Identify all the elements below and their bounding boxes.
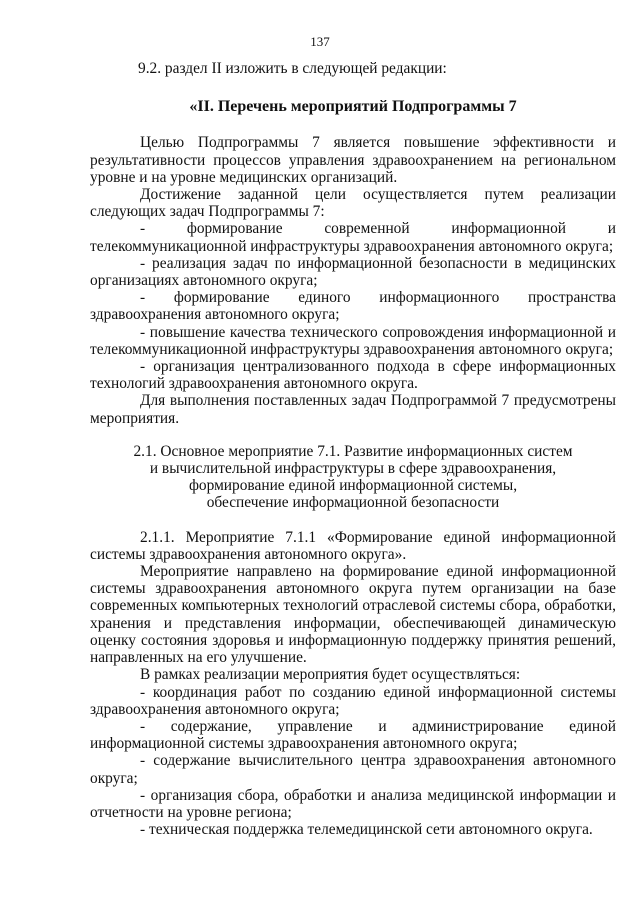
document-body xyxy=(90,60,616,838)
tasks-intro-paragraph: Достижение заданной цели осуществляется путем реализации следующих задач Подпрограммы 7: xyxy=(90,186,616,221)
subsection-title-line: 2.1. Основное мероприятие 7.1. Развитие информационных систем xyxy=(133,442,573,460)
task-item: - повышение качества технического сопровождения информационной и телекоммуникационной инфраструктуры здравоохранения автономного округа; xyxy=(90,323,616,358)
subsection-title xyxy=(90,443,616,512)
task-item: - организация централизованного подхода в сфере информационных технологий здравоохранения автономного округа. xyxy=(90,358,616,393)
measure-item: - техническая поддержка телемедицинской сети автономного округа. xyxy=(140,821,593,839)
tasks-conclusion-paragraph: Для выполнения поставленных задач Подпрограммой 7 предусмотрены мероприятия. xyxy=(90,392,616,427)
measure-description-paragraph: Мероприятие направлено на формирование единой информационной системы здравоохранения автономного округа путем организации на базе современных компьютерных технологий отраслевой системы сбора, обработки, хранения и представления информации, обеспечивающей динамическую оценку состояния здоровья и информационную поддержку принятия решений, направленных на его улучшение. xyxy=(90,563,616,667)
task-item: - формирование единого информационного пространства здравоохранения автономного округа; xyxy=(90,289,616,324)
measure-item: - содержание, управление и администрирование единой информационной системы здравоохранения автономного округа; xyxy=(90,717,616,753)
measure-item: - организация сбора, обработки и анализа медицинской информации и отчетности на уровне региона; xyxy=(90,786,616,821)
section-title: «II. Перечень мероприятий Подпрограммы 7 xyxy=(189,98,517,116)
intro-line: 9.2. раздел II изложить в следующей редакции: xyxy=(138,60,447,77)
goal-paragraph: Целью Подпрограммы 7 является повышение эффективности и результативности процессов управления здравоохранением на региональном уровне и на уровне медицинских организаций. xyxy=(90,134,616,186)
measure-heading-paragraph: 2.1.1. Мероприятие 7.1.1 «Формирование единой информационной системы здравоохранения автономного округа». xyxy=(90,528,616,563)
subsection-title-line: обеспечение информационной безопасности xyxy=(206,494,500,512)
task-item: - формирование современной информационной и телекоммуникационной инфраструктуры здравоохранения автономного округа; xyxy=(90,220,616,255)
measure-item: - содержание вычислительного центра здравоохранения автономного округа; xyxy=(90,752,616,787)
subsection-title-line: формирование единой информационной системы, xyxy=(188,477,518,495)
subsection-title-line: и вычислительной инфраструктуры в сфере здравоохранения, xyxy=(149,460,557,478)
measure-item: - координация работ по созданию единой информационной системы здравоохранения автономного округа; xyxy=(90,683,616,718)
page-number: 137 xyxy=(310,34,330,49)
task-item: - реализация задач по информационной безопасности в медицинских организациях автономного округа; xyxy=(90,254,616,290)
measure-items-intro: В рамках реализации мероприятия будет осуществляться: xyxy=(140,666,521,684)
